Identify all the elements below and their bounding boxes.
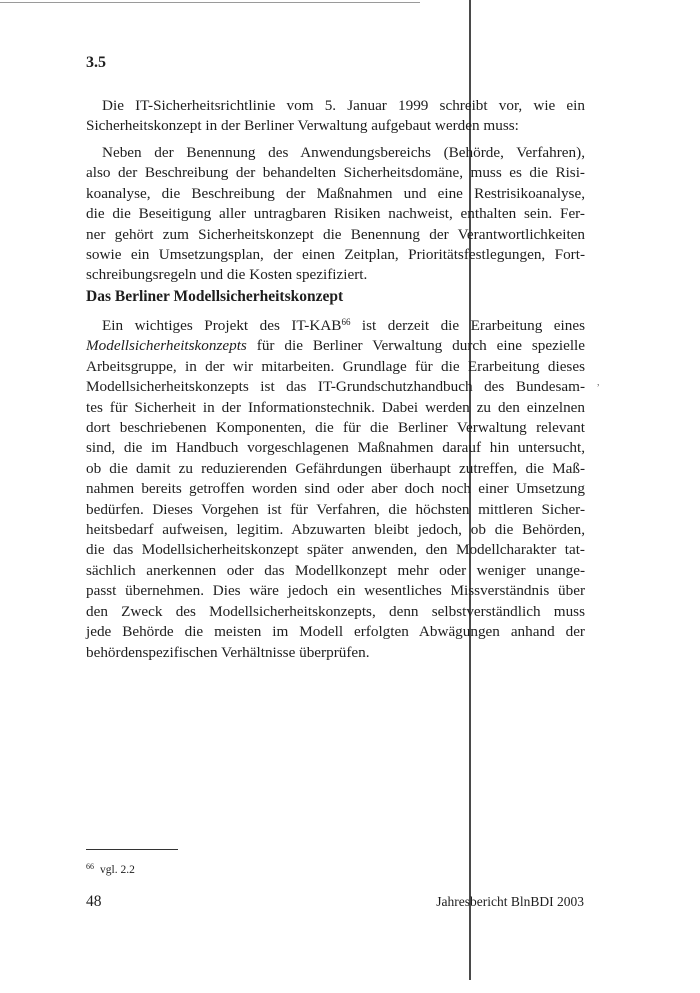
- page-number: 48: [86, 893, 102, 910]
- paragraph-3-line: bedürfen. Dieses Vorgehen ist für Verfahren, die höchsten mittleren Sicher-: [86, 500, 585, 518]
- paragraph-3-line: [86, 336, 585, 356]
- paragraph-3-line: den Zweck des Modellsicherheitskonzepts, denn selbstverständlich muss: [86, 602, 585, 620]
- paragraph-2: [86, 143, 585, 286]
- paragraph-3-line: passt übernehmen. Dies wäre jedoch ein wesentliches Missverständnis über: [86, 582, 585, 600]
- paragraph-3-line: Arbeitsgruppe, in der wir mitarbeiten. Grundlage für die Erarbeitung dieses: [86, 357, 585, 375]
- footnote-text: vgl. 2.2: [100, 864, 135, 876]
- paragraph-3-line1-end: ist derzeit die Erarbeitung eines: [350, 317, 585, 334]
- top-rule: [0, 2, 420, 3]
- paragraph-3-line: sächlich anerkennen oder das Modellkonzept mehr oder weniger unange-: [86, 561, 585, 579]
- paragraph-3-line: dort beschriebenen Komponenten, die für die Berliner Verwaltung relevant: [86, 419, 585, 437]
- paragraph-3-line: heitsbedarf aufweisen, legitim. Abzuwarten bleibt jedoch, ob die Behörden,: [86, 521, 585, 539]
- paragraph-3-line: ob die damit zu reduzierenden Gefährdungen überhaupt zutreffen, die Maß-: [86, 459, 585, 477]
- paragraph-3: [86, 312, 585, 663]
- footnote-reference: 66: [341, 317, 351, 327]
- paragraph-1: [86, 96, 585, 137]
- scan-dot-artifact: ,: [597, 377, 600, 388]
- paragraph-1-line: Die IT-Sicherheitsrichtlinie vom 5. Januar 1999 schreibt vor, wie ein: [102, 97, 585, 114]
- paragraph-2-line: schreibungsregeln und die Kosten spezifiziert.: [86, 266, 368, 284]
- paragraph-3-line: sind, die im Handbuch vorgeschlagenen Maßnahmen darauf hin untersucht,: [86, 439, 585, 457]
- paragraph-2-line: sowie ein Umsetzungsplan, der einen Zeitplan, Prioritätsfestlegungen, Fort-: [86, 246, 585, 264]
- paragraph-3-line: [86, 312, 585, 336]
- paragraph-3-line2-rest: für die Berliner Verwaltung durch eine spezielle: [246, 337, 585, 355]
- italic-term: Modellsicherheitskonzepts: [86, 337, 247, 355]
- paragraph-2-line: also der Beschreibung der behandelten Sicherheitsdomäne, muss es die Risi-: [86, 164, 585, 182]
- section-heading: Das Berliner Modellsicherheitskonzept: [86, 288, 344, 305]
- paragraph-1-line: Sicherheitskonzept in der Berliner Verwaltung aufgebaut werden muss:: [86, 117, 519, 135]
- footnote-number: 66: [86, 862, 94, 871]
- paragraph-3-line: die das Modellsicherheitskonzept später anwenden, den Modellcharakter tat-: [86, 541, 585, 559]
- paragraph-2-line: die die Beseitigung aller untragbaren Risiken nachweist, enthalten sein. Fer-: [86, 205, 585, 223]
- paragraph-3-line1-start: Ein wichtiges Projekt des IT-KAB: [102, 317, 342, 334]
- paragraph-3-line: tes für Sicherheit in der Informationstechnik. Dabei werden zu den einzelnen: [86, 398, 585, 416]
- paragraph-3-line: nahmen bereits getroffen worden sind oder aber doch noch einer Umsetzung: [86, 480, 585, 498]
- footnote: [86, 862, 135, 876]
- paragraph-2-line: Neben der Benennung des Anwendungsbereichs (Behörde, Verfahren),: [102, 144, 585, 161]
- paragraph-2-line: ner gehört zum Sicherheitskonzept die Benennung der Verantwortlichkeiten: [86, 225, 585, 243]
- paragraph-3-line: behördenspezifischen Verhältnisse überprüfen.: [86, 643, 370, 661]
- paragraph-3-line: Modellsicherheitskonzepts ist das IT-Grundschutzhandbuch des Bundesam-: [86, 378, 585, 396]
- paragraph-3-line: jede Behörde die meisten im Modell erfolgten Abwägungen anhand der: [86, 623, 585, 641]
- footnote-rule: [86, 849, 178, 850]
- running-footer: Jahresbericht BlnBDI 2003: [436, 894, 584, 909]
- section-number: 3.5: [86, 54, 106, 71]
- paragraph-2-line: koanalyse, die Beschreibung der Maßnahmen und eine Restrisikoanalyse,: [86, 184, 585, 202]
